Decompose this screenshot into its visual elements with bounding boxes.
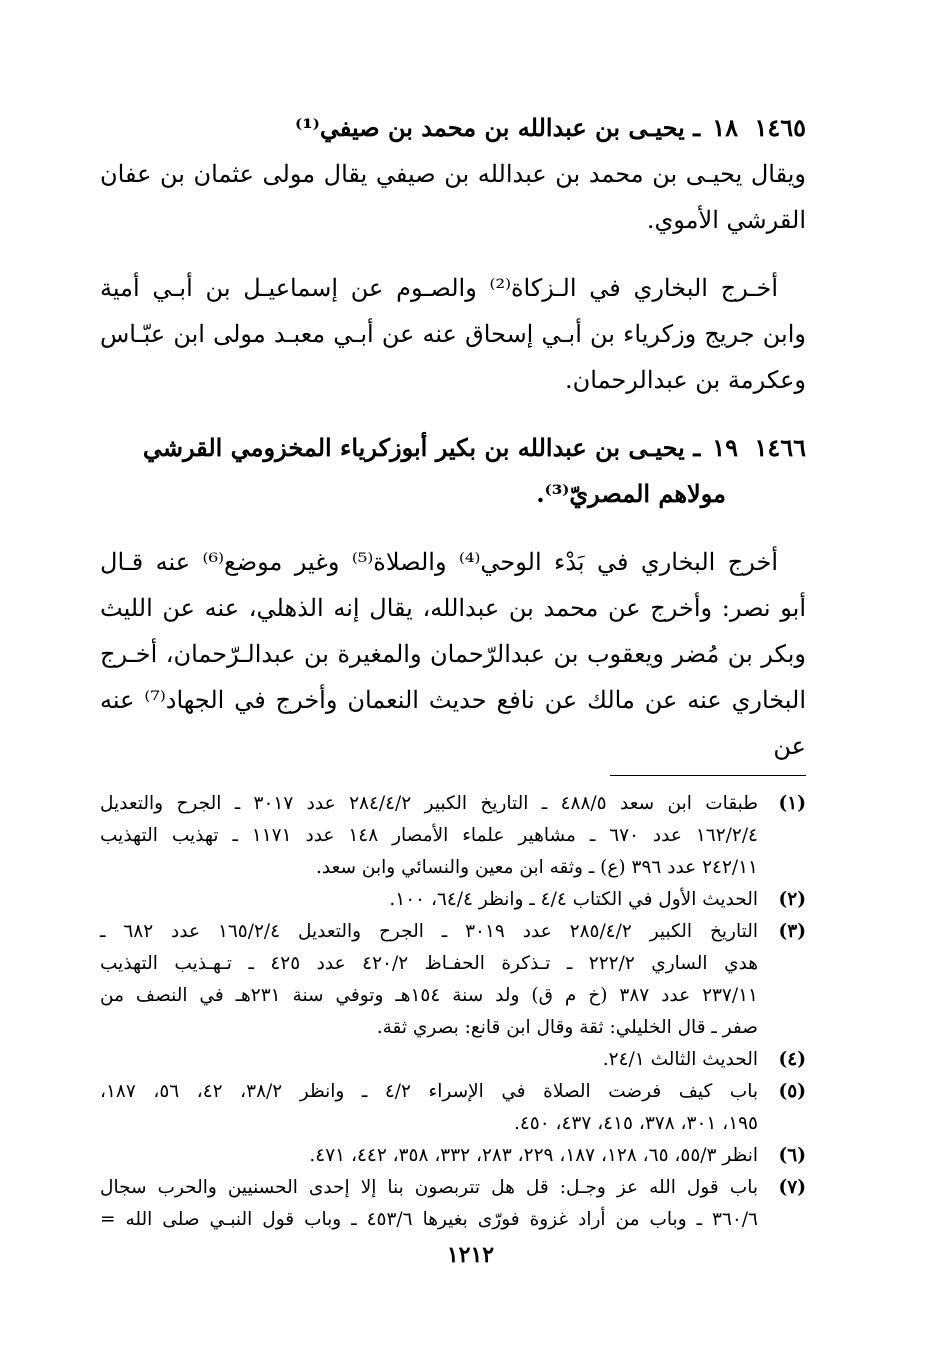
text-line: مولاهم المصريّ⁽³⁾. [536,479,726,508]
footnote [100,1140,806,1172]
footnote-line: ٣٦٠/٦ ـ وباب من أراد غزوة فورّى بغيرها ٤٥٣/٦ ـ وباب قول النبـي صلى الله = [100,1209,758,1230]
footnote-line: التاريخ الكبير ٢٨٥/٤/٢ عدد ٣٠١٩ ـ الجرح والتعديل ١٦٥/٢/٤ عدد ٦٨٢ ـ [100,921,758,942]
entry-title [100,105,700,151]
text-line: وابن جريج وزكرياء بن أبـي إسحاق عنه عن أبـي معبـد مولى ابن عبّـاس [100,320,806,348]
entry-number: ١٤٦٥ [754,113,806,142]
entry-sequence: ١٨ [712,113,738,142]
footnote-text [100,884,758,916]
footnote-mark: (٣) [778,921,806,942]
paragraph [100,539,806,769]
footnote-text [100,1076,758,1140]
footnote-line: باب كيف فرضت الصلاة في الإسراء ٤/٢ ـ وانظر ٣٨/٢، ٤٢، ٥٦، ١٨٧، [100,1081,759,1102]
text-line: ويقال يحيـى بن محمد بن عبدالله بن صيفي يقال مولى عثمان بن عفان [100,160,806,188]
text-line: وعكرمة بن عبدالرحمان. [565,366,806,394]
footnote-mark: (١) [778,793,806,814]
footnote [100,884,806,916]
footnote-mark: (٥) [778,1081,806,1102]
footnote-mark: (٤) [778,1049,806,1070]
footnote-line: باب قول الله عز وجـل: قل هل تتربصون بنا إلا إحدى الحسنيين والحرب سجال [100,1177,758,1198]
page-body [100,105,806,1236]
footnote-line: صفر ـ قال الخليلي: ثقة وقال ابن قانع: بصري ثقة. [376,1017,758,1038]
text-line: أخـرج البخاري في الـزكاة⁽²⁾ والصـوم عن إسماعيـل بن أبـي أمية [100,274,778,302]
footnote [100,1076,806,1140]
text-line: البخاري عنه عن مالك عن نافع حديث النعمان وأخرج في الجهاد⁽⁷⁾ عنه عن [100,686,807,760]
entry-heading [100,425,806,471]
footnote-line: انظر ٥٥/٣، ٦٥، ١٢٨، ١٨٧، ٢٢٩، ٢٨٣، ٣٣٢، ٣٥٨، ٤٤٢، ٤٧١. [309,1145,758,1166]
footnote-mark: (٧) [778,1177,806,1198]
footnote [100,916,806,1044]
footnote-text [100,1140,758,1172]
footnote-line: طبقات ابن سعد ٤٨٨/٥ ـ التاريخ الكبير ٢٨٤/٤/٢ عدد ٣٠١٧ ـ الجرح والتعديل [100,793,758,814]
footnote-text [100,1044,758,1076]
footnote-line: ٢٣٧/١١ عدد ٣٨٧ (خ م ق) ولد سنة ١٥٤هـ وتوفي سنة ٢٣١هـ في النصف من [100,985,758,1006]
footnote-divider [610,775,806,776]
text-line: أبو نصر: وأخرج عن محمد بن عبدالله، يقال إنه الذهلي، عنه عن الليث [100,594,806,622]
footnote [100,1172,806,1236]
footnote [100,1044,806,1076]
footnote-text [100,916,758,1044]
footnote-line: ٢٤٢/١١ عدد ٣٩٦ (ع) ـ وثقه ابن معين والنسائي وابن سعد. [316,857,758,878]
text-line: أخرج البخاري في بَدْء الوحي⁽⁴⁾ والصلاة⁽⁵⁾ وغير موضع⁽⁶⁾ عنه قـال [100,548,779,576]
footnote-line: ١٦٢/٢/٤ عدد ٦٧٠ ـ مشاهير علماء الأمصار ١٤٨ عدد ١١٧١ ـ تهذيب التهذيب [100,825,758,846]
paragraph [100,151,806,243]
text-line: القرشي الأموي. [646,206,806,234]
footnote-mark: (٦) [778,1145,806,1166]
paragraph [100,265,806,403]
page-number: ١٢١٢ [446,1242,495,1268]
entry-title-line: ـ يحيـى بن عبدالله بن محمد بن صيفي⁽¹⁾ [295,113,701,142]
entry-sequence: ١٩ [712,433,738,462]
footnote-line: هدي الساري ٢٢٢/٢ ـ تـذكرة الحفـاظ ٤٢٠/٢ عدد ٤٢٥ ـ تـهـذيب التهذيب [100,953,759,974]
entry-title-line: ـ يحيـى بن عبدالله بن بكير أبوزكرياء المخزومي القرشي [142,433,701,462]
entry-heading [100,105,806,151]
footnote-text [100,1172,758,1236]
text-line: وبكر بن مُضر ويعقوب بن عبدالرّحمان والمغيرة بن عبدالـرّحمان، أخـرج [100,640,806,668]
footnote-line: الحديث الثالث ٢٤/١. [602,1049,758,1070]
entry-number: ١٤٦٦ [754,433,806,462]
footnote-text [100,788,758,884]
entry-title-continuation [100,471,806,517]
footnote-mark: (٢) [778,889,806,910]
entry-title [100,425,700,471]
footnote-line: ١٩٥، ٣٠١، ٣٧٨، ٤١٥، ٤٣٧، ٤٥٠. [513,1113,758,1134]
footnote-line: الحديث الأول في الكتاب ٤/٤ ـ وانظر ٦٤/٤، ١٠٠. [389,889,758,910]
footnote [100,788,806,884]
